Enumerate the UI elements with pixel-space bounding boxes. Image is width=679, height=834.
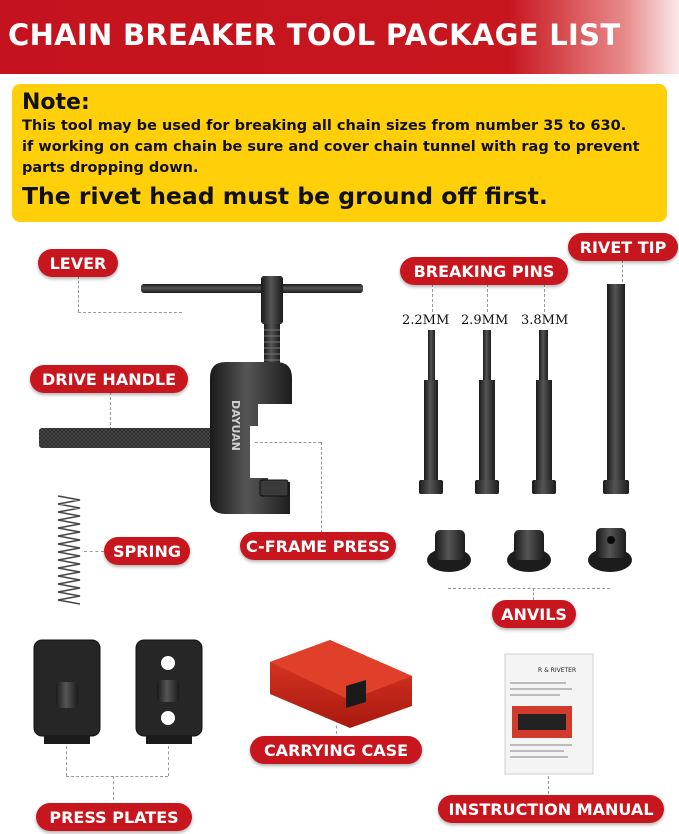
press-plate-icon (34, 640, 202, 744)
label-rivet-tip: RIVET TIP (568, 233, 678, 261)
manual-title-text: R & RIVETER (538, 667, 577, 674)
pin-size-3: 3.8MM (521, 313, 569, 328)
rivet-tip-icon (603, 284, 629, 494)
note-emphasis: The rivet head must be ground off first. (22, 182, 548, 210)
note-line-3: parts dropping down. (22, 160, 199, 176)
anvil-icon (427, 528, 632, 572)
label-spring: SPRING (104, 537, 190, 565)
chain-breaker-tool-icon (39, 276, 363, 514)
frame-brand-text: DAYUAN (229, 400, 242, 451)
label-anvils: ANVILS (492, 600, 576, 628)
label-lever: LEVER (38, 249, 118, 277)
label-c-frame-press: C-FRAME PRESS (240, 532, 396, 560)
label-drive-handle: DRIVE HANDLE (30, 365, 188, 393)
label-carrying-case: CARRYING CASE (250, 736, 422, 764)
page-title: CHAIN BREAKER TOOL PACKAGE LIST (8, 18, 621, 52)
note-heading: Note: (22, 90, 90, 115)
carrying-case-icon (270, 640, 412, 728)
pin-size-2: 2.9MM (461, 313, 509, 328)
pin-size-1: 2.2MM (402, 313, 450, 328)
label-instruction-manual: INSTRUCTION MANUAL (438, 795, 664, 823)
label-press-plates: PRESS PLATES (36, 803, 192, 831)
label-breaking-pins: BREAKING PINS (400, 257, 568, 285)
spring-icon (58, 496, 80, 604)
instruction-manual-icon (505, 654, 593, 774)
note-line-2: if working on cam chain be sure and cover chain tunnel with rag to prevent (22, 139, 640, 155)
breaking-pin-icon (419, 330, 556, 494)
note-line-1: This tool may be used for breaking all chain sizes from number 35 to 630. (22, 118, 627, 134)
